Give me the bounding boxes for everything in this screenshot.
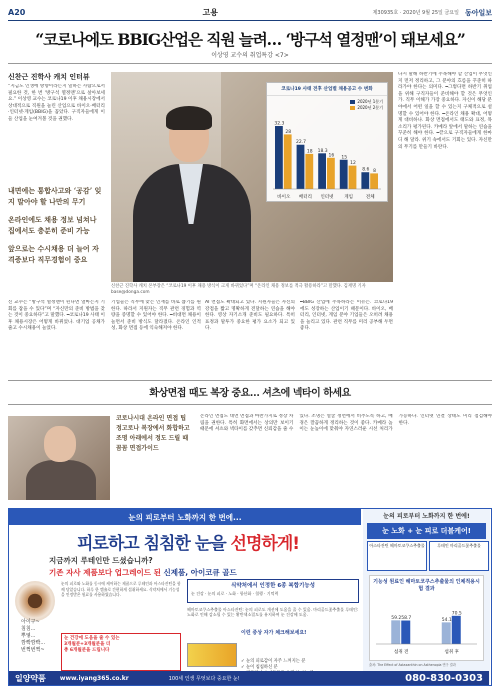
bar-chart — [267, 101, 387, 201]
brand-url[interactable]: www.iyang365.co.kr — [59, 674, 129, 682]
function-title: 식약처에서 인정한 6종 복합기능성 — [231, 583, 315, 589]
page-header — [8, 5, 492, 21]
secondary-photo — [8, 416, 110, 500]
bar — [361, 172, 369, 189]
pull-quote: 꼼꼼 면접가이드 — [116, 445, 159, 452]
bar — [401, 621, 410, 644]
brand-logo: 일양약품 — [15, 673, 46, 683]
bar — [370, 173, 378, 189]
ad-function-box — [187, 579, 359, 603]
bar — [442, 622, 451, 644]
ad-body-text: 눈의 피로와 노화를 동시에 케어하는 제품으로 루테인과 아스타잔틴을 함께 담았습니다. 하루 한 캡슐로 간편하게 섭취하세요. 식약처에서 기능성을 인정받은 원료를 사용하였습니다. — [61, 581, 181, 598]
data-label: 58.7 — [401, 616, 412, 622]
function-list: 눈 건강 · 눈의 피로 · 노화 · 항산화 · 혈행 · 기억력 — [191, 591, 279, 596]
secondary-pull-quotes — [116, 414, 192, 454]
ad-slogan-part: 피로하고 침침한 눈을 — [76, 534, 226, 554]
panel-banner: 눈 노화 + 눈 피로 더블케어! — [367, 523, 486, 539]
sidebar-text: 다시 말해 하반기에 주목해야 할 산업이 무엇인지 먼저 정리하고, 그 분야의 흐름을 꾸준히 따라가야 한다는 의미다. ━그렇다면 하반기 취업을 위해 구직자들이 준비해야 할 것은 무엇인가. 직무 이해가 가장 중요하다. 자신이 해당 분야에서 어떤 일을 할 수 있는지 구체적으로 설명할 수 있어야 한다. ━온라인 채용 확대, 어떻게 대비하나. 화상 면접에서도 태도와 표정, 목소리가 평가된다. 카메라 앞에서 말하는 연습을 꾸준히 해야 한다. ━끝으로 구직자들에게 한마디 해 달라. 위기 속에서도 기회는 있다. 자신만의 무기를 만들기 바란다. — [398, 72, 492, 150]
section-name: 고용 — [202, 8, 219, 17]
ingredient-box: 아스타잔틴 헤마토코쿠스추출물 — [367, 541, 427, 571]
person-hair — [166, 106, 212, 130]
bar — [305, 154, 313, 189]
person-body — [26, 460, 96, 500]
pull-quote: 온라인에도 채용 정보 넘쳐나 집에서도 충분히 준비 가능 — [8, 215, 97, 235]
newspaper-brand: 동아일보 — [464, 8, 492, 17]
tick-label: 전체 — [365, 195, 375, 200]
bar — [297, 145, 305, 189]
data-label: 18.3 — [317, 148, 328, 154]
ad-checklist-heading: 이런 증상 자가 체크해보세요! — [241, 630, 307, 636]
data-label: 8.6 — [362, 167, 370, 173]
ad-topline: 눈의 피로부터 노화까지 한 번에... — [9, 509, 361, 525]
product-package — [187, 643, 237, 667]
data-label: 28 — [285, 129, 292, 135]
check-item: ✓ 눈의 피로감이 자주 느껴지는 분 — [241, 659, 306, 664]
ad-slogan-highlight: 선명하게! — [230, 534, 299, 554]
bar — [318, 153, 326, 189]
sidebar-column — [398, 72, 492, 372]
ad-footer-bar — [9, 671, 489, 685]
page-number: A20 — [8, 8, 26, 17]
panel-heading: 눈의 피로부터 노화까지 한 번에! — [383, 513, 470, 520]
bar — [391, 620, 400, 644]
person-face — [44, 426, 76, 462]
legend-label: 2020년 1분기 — [357, 99, 383, 104]
clinical-chart-panel — [369, 575, 484, 661]
tick-label: 배터리 — [298, 195, 312, 200]
ad-product-line — [49, 567, 237, 578]
bottom-column-2: 기업들은 직무에 맞는 인재를 바로 뽑기를 원한다. 따라서 지원자는 직무 관련 경험과 역량을 증명할 수 있어야 한다. ━비대면 채용이 늘면서 준비 방식도 달라졌다. 온라인 인적성, 화상 면접 등에 익숙해져야 한다. — [111, 300, 201, 332]
symptom: 깜빡깜빡... — [21, 640, 46, 646]
photo-caption: 신찬근 진학사 캐치 본부장은 “코로나19 이후 채용 방식이 크게 바뀌었다”며 “온라인 채용 정보를 적극 활용하라”고 말했다. 김재명 기자 base@donga.com — [111, 284, 366, 295]
pull-quote: 코로나시대 온라인 면접 팁 — [116, 415, 187, 422]
bar — [275, 126, 283, 189]
divider — [8, 404, 492, 405]
advertisement[interactable] — [8, 508, 492, 686]
data-label: 16 — [328, 153, 335, 159]
ad-right-panel — [363, 509, 490, 686]
article-subhead: 이상영 교수의 취업특강 <7> — [211, 52, 289, 59]
bar — [327, 158, 335, 189]
symptom: 뿌옇... — [21, 633, 36, 639]
data-label: 18 — [306, 149, 313, 155]
check-item: ✓ 눈이 침침하신 분 — [241, 664, 278, 670]
tick-label: 인터넷 — [320, 195, 334, 200]
symptom: 침침... — [21, 626, 36, 632]
data-label: 8 — [373, 168, 377, 174]
data-label: 15 — [341, 155, 348, 161]
symptom: 번쩍번쩍~ — [21, 647, 45, 653]
chart-title: 코로나19 사태 전후 산업별 채용공고 수 변화 — [267, 83, 387, 96]
data-label: 22.7 — [295, 140, 307, 146]
data-label: 32.3 — [274, 121, 285, 127]
article-byline: 신찬근 진학사 캐치 인터뷰 — [8, 73, 90, 81]
data-label: 54.1 — [441, 617, 452, 623]
data-label: 70.5 — [451, 611, 462, 617]
phone-number[interactable]: 080-830-0303 — [405, 672, 483, 684]
eye-icon — [15, 581, 55, 621]
tick-label: 게임 — [344, 195, 353, 200]
data-label: 12 — [350, 161, 356, 167]
pull-quote: 정고로나 복장에서 화합하고 조명 아래에서 정도 드릴 때 — [116, 425, 190, 442]
pull-quote: 앞으로는 수시채용 더 늘어 자격증보다 직무경험이 중요 — [8, 244, 99, 264]
pull-quote: 내면에는 통합사고와 ‘공감’ 잊지 말아야 할 나만의 무기 — [8, 186, 102, 206]
clinical-chart-title: 기능성 원료인 헤마토코쿠스추출물의 인체적용시험 결과 — [373, 579, 480, 592]
legend-label: 2020년 2분기 — [357, 105, 383, 110]
eye-symptom-list — [21, 619, 45, 654]
ad-promo-box[interactable] — [61, 633, 181, 671]
divider — [8, 380, 492, 381]
ad-ingredient-text: 헤마토코쿠스추출물 아스타잔틴: 눈의 피로도 개선에 도움을 줄 수 있음. 마리골드꽃추출물 루테인: 노화로 인해 감소될 수 있는 황반색소밀도를 유지하여 눈 건강에 도움. — [187, 607, 359, 617]
clinical-bar-chart — [370, 594, 483, 656]
chart-panel — [266, 82, 388, 202]
data-label: 59.2 — [391, 615, 402, 621]
tick-label: 섭취 후 — [444, 650, 459, 655]
chart-source: 출처: The Effect of Astaxanthin on Asthenopia 연구 결과 — [369, 663, 456, 667]
article-lead-column: “지금도 인생에 방향이라든지 일하는 사람으로서 필요한 것, 한 번 ‘방구석 열정맨’으로 살아보세요.” 이상영 교수는 코로나19 이후 채용시장에서 상대적으로 직원을 늘린 산업으로 바이오·배터리·인터넷·게임(BBIG)을 꼽았다. 구직자들에게 이들 산업을 눈여겨볼 것을 권했다. — [8, 84, 105, 122]
ad-main-slogan — [15, 529, 361, 554]
pull-quotes — [8, 185, 105, 272]
phone-label: 100세 인생 무엇보다 중요한 눈! — [168, 675, 240, 682]
interview-photo — [111, 72, 393, 282]
bar — [284, 134, 292, 189]
bottom-column-4: ━BBIG 산업에 주목하라는 이유는. 코로나19에도 성장하는 산업이기 때문이다. 바이오, 배터리, 인터넷, 게임 분야 기업들은 오히려 채용을 늘리고 있다. 관련 직무를 미리 공부해 두면 좋다. — [300, 300, 393, 332]
secondary-article-body: 온라인 면접도 대면 면접과 마찬가지로 정장 차림을 권한다. 특히 화면에서는 상의만 보이기 때문에 셔츠와 넥타이를 갖추면 신뢰감을 줄 수 있다. 조명은 얼굴 정면에서 비추도록 하고, 배경은 깔끔하게 정리하는 것이 좋다. 카메라 높이는 눈높이에 맞춰야 자연스러운 시선 처리가 가능하다. 인터넷 연결 상태도 미리 점검해야 한다. — [200, 414, 492, 433]
bar — [452, 616, 461, 644]
ad-product-name: 신제품, 아이코큐 골드 — [163, 568, 237, 577]
issue-meta: 제30935호 · 2020년 9월 25일 금요일 — [372, 10, 459, 16]
symptom: 아이구~ — [21, 619, 40, 625]
secondary-headline: 화상면접 때도 복장 중요… 셔츠에 넥타이 하세요 — [149, 388, 351, 399]
tick-label: 섭취 전 — [394, 650, 409, 655]
ad-product-desc: 기존 자사 제품보다 업그레이드 된 — [49, 568, 161, 577]
divider — [8, 63, 492, 64]
tick-label: 바이오 — [277, 195, 291, 200]
promo-line: 총 6개월분을 드립니다 — [64, 648, 110, 653]
promo-line: 눈 건강에 도움을 줄 수 있는 — [64, 636, 120, 641]
bar — [340, 160, 348, 189]
promo-line: 3개월분+3개월분을 더 — [64, 642, 111, 647]
bar — [349, 166, 357, 189]
ingredient-box: 루테인 마리골드꽃추출물 — [429, 541, 489, 571]
bottom-column-1: 신 교수는 “방구석 열정맨이 된다면 얼마든지 기회를 잡을 수 있다”며 “자신만의 준비 방법을 찾는 것이 중요하다”고 말했다. ━코로나19 사태 이후 채용시장은 어떻게 바뀌었나. 대기업 공채가 줄고 수시채용이 늘었다. — [8, 300, 105, 332]
ad-question: 지금까지 루테인만 드셨습니까? — [49, 556, 153, 565]
bottom-column-3: AI 면접도 확대되고 있다. 지원자들은 자신의 강점을 짧고 명확하게 전달하는 연습을 해야 한다. 영상 자기소개 준비도 필요하다. 특히 표정과 말투가 중요한 평가 요소가 되고 있다. — [205, 300, 295, 332]
article-headline: “코로나에도 BBIG산업은 직원 늘려… ‘방구석 열정맨’이 돼보세요” — [35, 30, 465, 49]
